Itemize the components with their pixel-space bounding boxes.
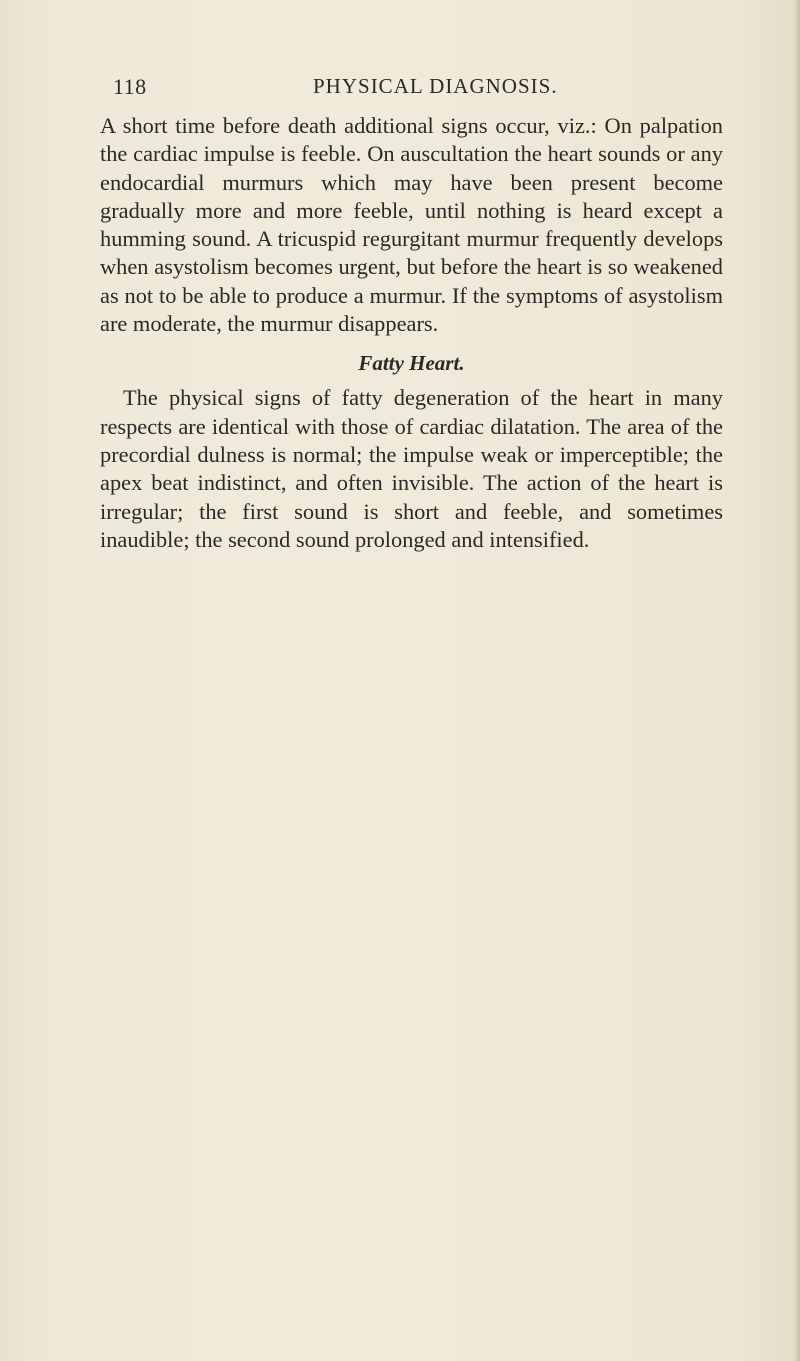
body-text [100,112,723,554]
section-heading-fatty-heart: Fatty Heart. [358,351,465,376]
page-number: 118 [113,74,147,99]
paragraph-asystolism-signs: A short time before death additional signs occur, viz.: On palpation the cardiac impulse is feeble. On auscultation the heart sounds or any endocardial murmurs which may have been present become gradually more and more feeble, until nothing is heard except a humming sound. A tricuspid regurgitant murmur frequently develops when asystolism becomes urgent, but before the heart is so weakened as not to be able to produce a murmur. If the symptoms of asystolism are moderate, the murmur disappears. [100,113,723,337]
page-header [113,74,713,108]
running-head: PHYSICAL DIAGNOSIS. [313,74,558,98]
page-edge-shadow [794,0,800,1361]
paragraph-fatty-heart: The physical signs of fatty degeneration of the heart in many respects are identical with those of cardiac dilatation. The area of the precordial dulness is normal; the impulse weak or imperceptible; the apex beat indistinct, and often invisible. The action of the heart is irregular; the first sound is short and feeble, and sometimes inaudible; the second sound prolonged and intensified. [100,385,723,552]
